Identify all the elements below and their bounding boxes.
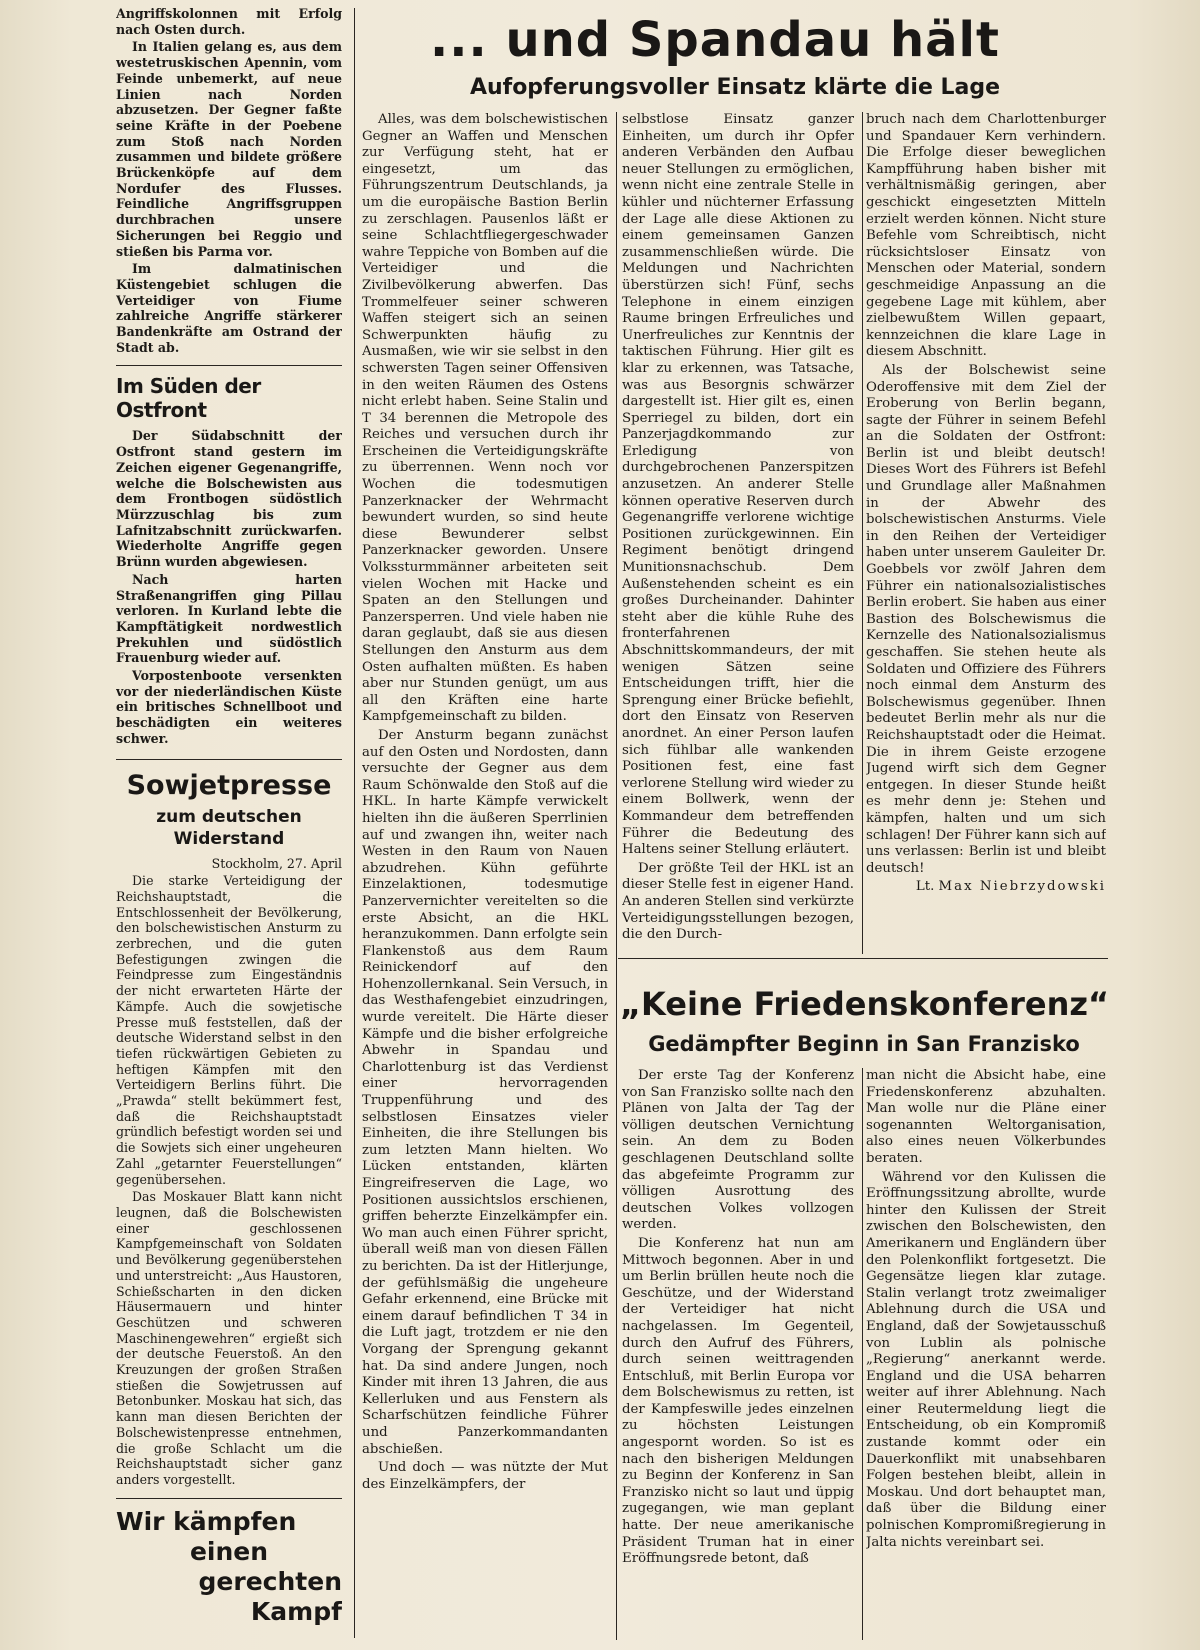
headline-konferenz: „Keine Friedenskonferenz“	[620, 985, 1109, 1023]
body-text: Nach harten Straßenangriffen ging Pillau verloren. In Kurland lebte die Kampftätigkeit nordwestlich Prekuhlen und südöstlich Frauenburg wieder auf.	[116, 571, 342, 666]
body-text: Angriffskolonnen mit Erfolg nach Osten durch.	[116, 6, 342, 37]
section-subheading-sowjetpresse: zum deutschen Widerstand	[156, 806, 302, 849]
body-text: bruch nach dem Charlottenburger und Spandauer Kern verhindern. Die Erfolge dieser beweglichen Kampfführung haben bisher mit verhältnismäßig geringen, aber geschickt eingesetzten Mitteln erzielt werden können. Nicht sture Befehle vom Schreibtisch, nicht rücksichtsloser Einsatz von Menschen oder Material, sondern geschmeidige Anpassung an die gegebene Lage mit kühlem, aber zielbewußtem Willen gepaart, kennzeichnen die klare Lage in diesem Abschnitt.	[866, 112, 1106, 360]
body-text: Vorpostenboote versenkten vor der niederländischen Küste ein britisches Schnellboot und beschädigten ein weiteres schwer.	[116, 668, 342, 746]
body-text: Der Ansturm begann zunächst auf den Osten und Nordosten, dann versuchte der Gegner aus dem Raum Schönwalde den Stoß auf die HKL. In harte Kämpfe verwickelt hielten ihn die äußeren Sperrlinien auf und zwangen ihn, weiter nach Westen in den Raum von Nauen abzudrehen. Kühn geführte Einzelaktionen, todesmutige Panzervernichter vereitelten so die erste Absicht, an die HKL heranzukommen. Dann erfolgte sein Flankenstoß aus dem Raum Reinickendorf auf den Hohenzollernkanal. Sein Versuch, in das Westhafengebiet einzudringen, wurde vereitelt. Die Härte dieser Kämpfe und die bisher erfolgreiche Abwehr in Spandau und Charlottenburg ist das Verdienst einer hervorragenden Truppenführung und des selbstlosen Einsatzes vieler Einheiten, die ihre Stellungen bis zum letzten Mann hielten. Wo Lücken entstanden, klärten Eingreifreserven die Lage, wo Positionen aussichtslos erschienen, griffen beherzte Einzelkämpfer ein. Wo man auch einen Führer spricht, überall weiß man von diesen Fällen zu berichten. Da ist der Hitlerjunge, der gefühlsmäßig die ungeheure Gefahr erkennend, eine Brücke mit einem darauf befindlichen T 34 in die Luft jagt, trotzdem er nie den Vorgang der Sprengung gekannt hat. Da sind andere Jungen, noch Kinder mit ihren 13 Jahren, die aus Kellerluken und aus Fenstern als Scharfschützen feindliche Führer und Panzerkommandanten abschießen.	[362, 727, 608, 1457]
column-4-konferenz	[866, 1068, 1106, 1640]
rule	[116, 759, 342, 760]
section-heading-kampf	[116, 1507, 342, 1627]
body-text: Der größte Teil der HKL ist an dieser Stelle fest in eigener Hand. An anderen Stellen sind verkürzte Verteidigungsstellungen bezogen, die den Durch-	[622, 860, 854, 943]
dateline: Stockholm, 27. April	[211, 855, 342, 871]
body-text: Die starke Verteidigung der Reichshauptstadt, die Entschlossenheit der Bevölkerung, den bolschewistischen Ansturm zu zerbrechen, und die guten Befestigungen zwingen die Feindpresse zum Eingeständnis der nicht erwarteten Härte der Kämpfe. Auch die sowjetische Presse muß feststellen, daß der deutsche Widerstand selbst in den tiefen rückwärtigen Gebieten zu heftigen Kämpfen mit den Verteidigern Berlins führt. Die „Prawda“ stellt bekümmert fest, daß die Reichshauptstadt gründlich befestigt worden sei und die Sowjets sich einer ungeheuren Zahl „getarnter Feuerstellungen“ gegenübersehen.	[116, 873, 342, 1187]
rule	[116, 1498, 342, 1499]
column-1	[116, 6, 342, 1636]
column-rule	[616, 112, 617, 1640]
body-text: Im dalmatinischen Küstengebiet schlugen die Verteidiger von Fiume zahlreiche Angriffe stärkerer Bandenkräfte am Ostrand der Stadt ab.	[116, 261, 342, 355]
body-text: Als der Bolschewist seine Oderoffensive mit dem Ziel der Eroberung von Berlin begann, sagte der Führer in seinem Befehl an die Soldaten der Ostfront: Berlin ist und bleibt deutsch! Dieses Wort des Führers ist Befehl und Grundlage aller Maßnahmen in der Abwehr des bolschewistischen Ansturms. Viele in den Reihen der Verteidiger haben unter unserem Gauleiter Dr. Goebbels vor zwölf Jahren dem Führer ein nationalsozialistisches Berlin erobert. Sie haben aus einer Bastion des Bolschewismus die Kernzelle des Nationalsozialismus geschaffen. Sie stehen heute als Soldaten und Offiziere des Führers noch einmal dem Ansturm des Bolschewismus gegenüber. Ihnen bedeutet Berlin mehr als nur die Reichshauptstadt oder die Heimat. Die in ihrem Geiste erzogene Jugend wirft sich dem Gegner entgegen. In dieser Stunde heißt es mehr denn je: Stehen und kämpfen, halten und um sich schlagen! Der Führer kann sich auf uns verlassen: Berlin ist und bleibt deutsch!	[866, 362, 1106, 876]
headline-spandau: ... und Spandau hält	[430, 12, 1000, 68]
body-text: Das Moskauer Blatt kann nicht leugnen, daß die Bolschewisten einer geschlossenen Kampfgemeinschaft von Soldaten und Bevölkerung gegenüberstehen und unterstreicht: „Aus Haustoren, Schießscharten in den dicken Häusermauern und hinter Geschützen und schweren Maschinengewehren“ ergießt sich der deutsche Feuerstoß. An den Kreuzungen der großen Straßen stießen die Sowjetrussen auf Betonbunker. Moskau hat sich, das kann man diesen Berichten der Bolschewistenpresse entnehmen, die große Schlacht um die Reichshauptstadt sicher ganz anders vorgestellt.	[116, 1189, 342, 1487]
byline-rank: Lt.	[915, 879, 935, 895]
body-text: Der erste Tag der Konferenz von San Franzisko sollte nach den Plänen von Jalta der Tag der völligen deutschen Vernichtung sein. An dem zu Boden geschlagenen Deutschland sollte das abgefeimte Programm zur völligen Ausrottung des deutschen Volkes vollzogen werden.	[622, 1068, 854, 1233]
section-heading-sowjetpresse: Sowjetpresse	[126, 769, 332, 801]
column-3	[622, 112, 854, 950]
body-text: selbstlose Einsatz ganzer Einheiten, um durch ihr Opfer anderen Verbänden den Aufbau neuer Stellungen zu ermöglichen, wenn nicht eine zentrale Stelle in kühler und nüchterner Erfassung der Lage alle diese Aktionen zu einem gemeinsamen Ganzen zusammenschließen würde. Die Meldungen und Nachrichten überstürzen sich! Fünf, sechs Telephone in einem einzigen Raume bringen Erfreuliches und Unerfreuliches zur Kenntnis der taktischen Führung. Hier gilt es klar zu erkennen, was Tatsache, was aus Besorgnis schwärzer dargestellt ist. Hier gilt es, einen Sperriegel zu bilden, dort ein Panzerjagdkommando zur Erledigung von durchgebrochenen Panzerspitzen anzusetzen. An anderer Stelle können operative Reserven durch Gegenangriffe verlorene wichtige Positionen zurückgewinnen. Ein Regiment benötigt dringend Munitionsnachschub. Dem Außenstehenden scheint es ein großes Durcheinander. Dahinter steht aber die kühle Ruhe des fronterfahrenen Abschnittskommandeurs, der mit wenigen Sätzen seine Entscheidungen trifft, hier die Sprengung einer Brücke befiehlt, dort den Einsatz von Reserven anordnet. An einer Person laufen sich fühlbar alle wankenden Positionen fest, eine fast verlorene Stellung wird wieder zu einem Bollwerk, wenn der Kommandeur dem betreffenden Führer die Bedeutung des Haltens seiner Stellung erläutert.	[622, 112, 854, 858]
column-rule	[862, 1068, 863, 1640]
heading-line: einen	[189, 1536, 269, 1566]
body-text: Der Südabschnitt der Ostfront stand gestern im Zeichen eigener Gegenangriffe, welche die Bolschewisten aus dem Frontbogen südöstlich Mürzzuschlag bis zum Lafnitzabschnitt zurückwarfen. Wiederholte Angriffe gegen Brünn wurden abgewiesen.	[116, 428, 342, 570]
heading-line: Wir kämpfen	[116, 1506, 297, 1536]
section-rule	[618, 958, 1108, 959]
column-4	[866, 112, 1106, 957]
body-text: man nicht die Absicht habe, eine Friedenskonferenz abzuhalten. Man wolle nur die Pläne einer sogenannten Weltorganisation, also eines neuen Völkerbundes beraten.	[866, 1068, 1106, 1166]
byline	[866, 879, 1106, 896]
rule	[116, 365, 342, 366]
body-text: In Italien gelang es, aus dem westetruskischen Apennin, vom Feinde unbemerkt, auf neue Linien nach Norden abzusetzen. Der Gegner faßte seine Kräfte in der Poebene zum Stoß nach Norden zusammen und bildete größere Brückenköpfe auf dem Nordufer des Flusses. Feindliche Angriffsgruppen durchbrachen unsere Sicherungen bei Reggio und stießen bis Parma vor.	[116, 39, 342, 259]
column-3-konferenz	[622, 1068, 854, 1640]
column-rule	[354, 8, 355, 1638]
subheadline-konferenz: Gedämpfter Beginn in San Franzisko	[648, 1032, 1080, 1056]
byline-author: Max Niebrzydowski	[938, 879, 1106, 895]
body-text: Die Konferenz hat nun am Mittwoch begonnen. Aber in und um Berlin brüllen heute noch die Geschütze, und der Widerstand der Verteidiger hat nicht nachgelassen. Im Gegenteil, durch den Aufruf des Führers, durch seinen weittragenden Entschluß, mit Berlin Europa vor dem Bolschewismus zu retten, ist der Kampfeswille jedes einzelnen zu höchsten Leistungen angespornt worden. So ist es nach den bisherigen Meldungen zu Beginn der Konferenz in San Franzisko nicht so laut und üppig zugegangen, wie man geplant hatte. Der neue amerikanische Präsident Truman hat in einer Eröffnungsrede betont, daß	[622, 1235, 854, 1567]
column-2	[362, 112, 608, 1640]
heading-line: gerechten Kampf	[198, 1566, 342, 1626]
body-text: Alles, was dem bolschewistischen Gegner an Waffen und Menschen zur Verfügung steht, hat er eingesetzt, um das Führungszentrum Deutschlands, ja um die europäische Bastion Berlin zu zerschlagen. Pausenlos läßt er seine Schlachtfliegergeschwader wahre Teppiche von Bomben auf die Verteidiger und die Zivilbevölkerung abwerfen. Das Trommelfeuer seiner schweren Waffen steigert sich an seinen Schwerpunkten häufig zu Ausmaßen, wie wir sie selbst in den schwersten Tagen seiner Offensiven in den weiten Räumen des Ostens nicht erlebt haben. Seine Stalin und T 34 berennen die Metropole des Reiches und versuchen durch ihr Erscheinen die Verteidigungskräfte zu überrennen. Wenn noch vor Wochen die todesmutigen Panzerknacker der Wehrmacht bewundert wurden, so sind heute diese Bewunderer selbst Panzerknacker geworden. Unsere Volkssturmmänner arbeiteten seit vielen Wochen mit Hacke und Spaten an den Stellungen und Panzersperren. Und viele haben nie daran geglaubt, daß sie aus diesen Stellungen den Ansturm aus dem Osten aufhalten müßten. Es haben aber nur Stunden genügt, um aus all den Kräften eine harte Kampfgemeinschaft zu bilden.	[362, 112, 608, 725]
body-text: Während vor den Kulissen die Eröffnungssitzung abrollte, wurde hinter den Kulissen der Streit zwischen den Bolschewisten, den Amerikanern und Engländern über den Polenkonflikt fortgesetzt. Die Gegensätze liegen klar zutage. Stalin verlangt trotz zweimaliger Ablehnung durch die USA und England, daß der Sowjetausschuß von Lublin als polnische „Regierung“ anerkannt werde. England und die USA beharren weiter auf ihrer Ablehnung. Nach einer Reutermeldung liegt die Entscheidung, ob ein Kompromiß zustande kommt oder ein Dauerkonflikt mit unabsehbaren Folgen bestehen bleibt, allein in Moskau. Und dort behauptet man, daß über die Bildung einer polnischen Kompromißregierung in Jalta nichts vereinbart sei.	[866, 1169, 1106, 1550]
column-rule	[862, 112, 863, 954]
section-heading-ostfront: Im Süden der Ostfront	[116, 374, 261, 423]
body-text: Und doch — was nützte der Mut des Einzelkämpfers, der	[362, 1460, 608, 1492]
subheadline-spandau: Aufopferungsvoller Einsatz klärte die Lage	[469, 75, 1001, 100]
